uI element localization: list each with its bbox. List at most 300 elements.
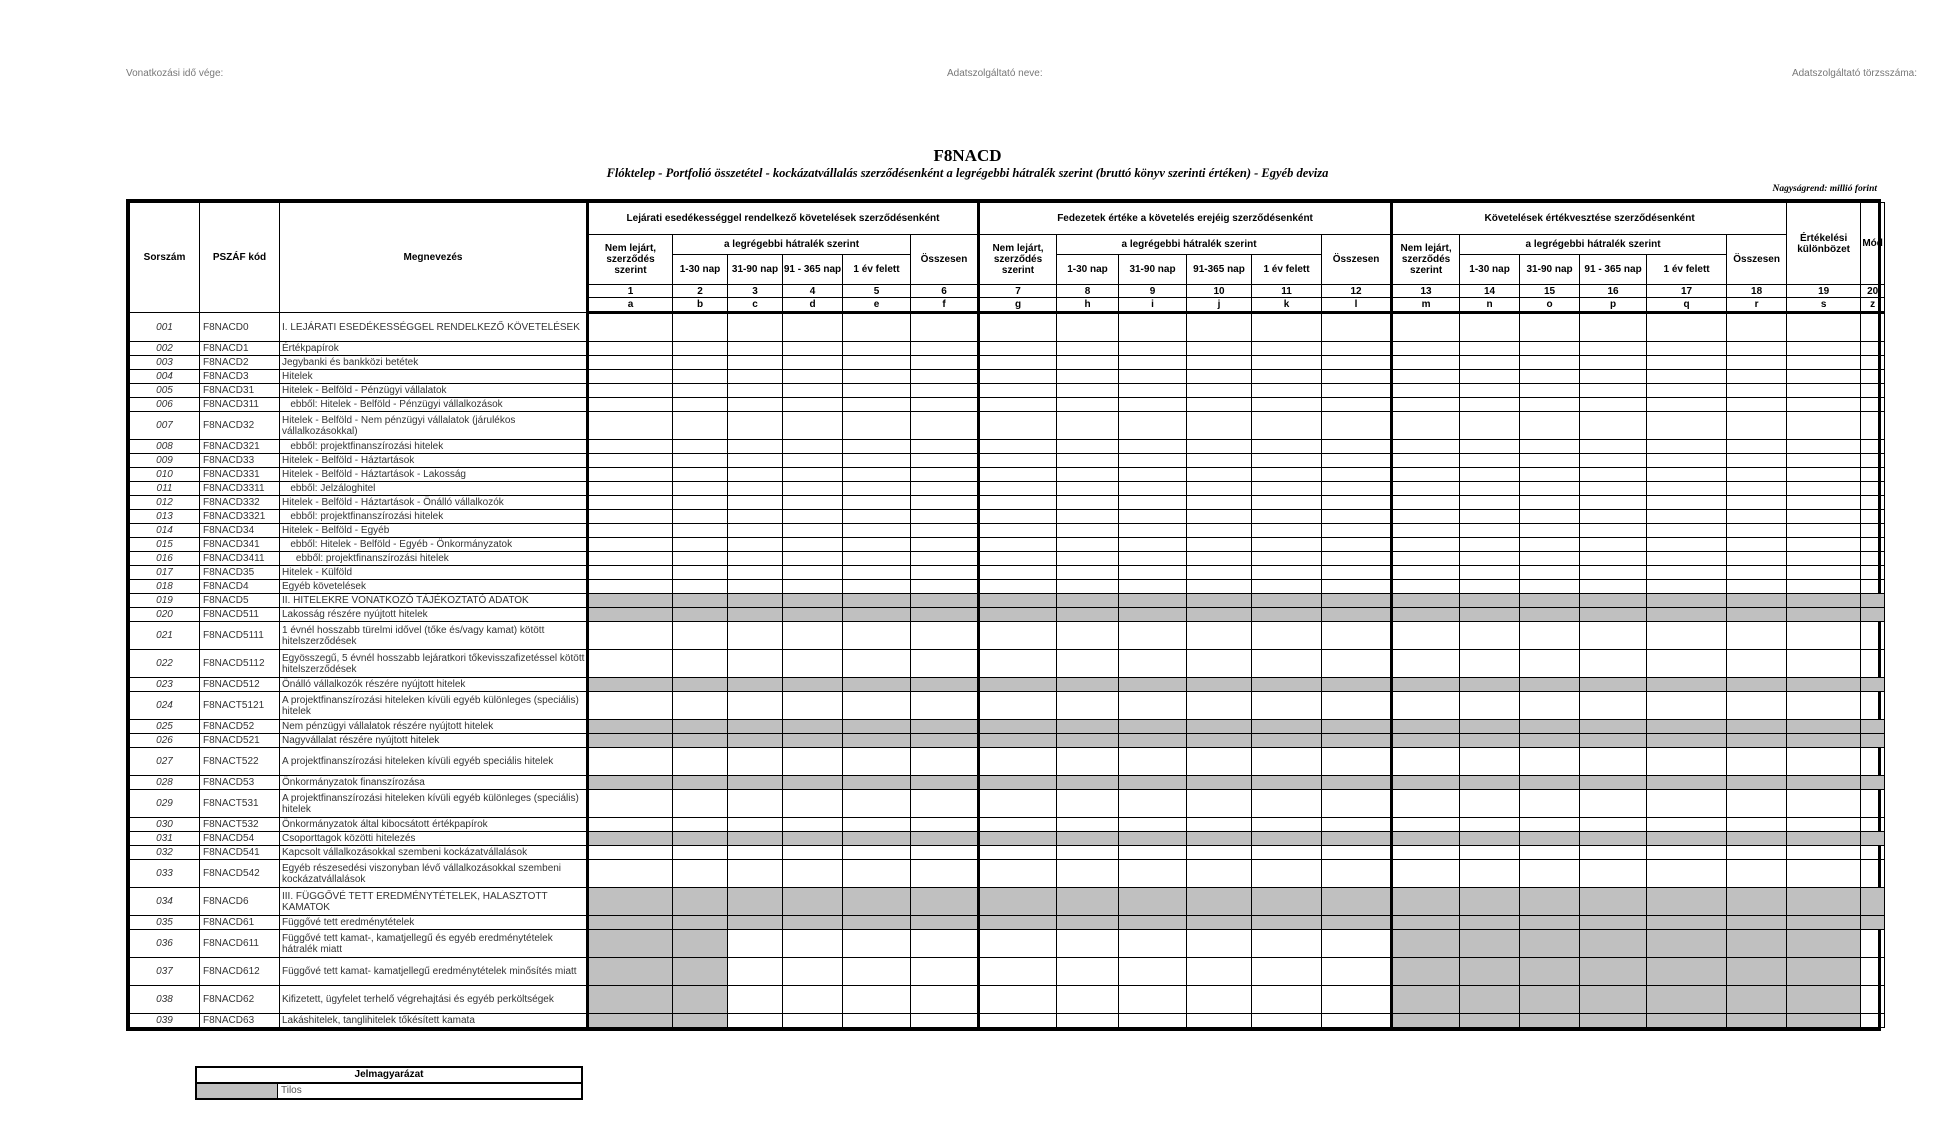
data-cell[interactable] [1252,958,1322,986]
data-cell[interactable] [1861,930,1885,958]
data-cell[interactable] [1187,986,1252,1014]
data-cell[interactable] [1520,454,1580,468]
data-cell[interactable] [843,482,911,496]
data-cell[interactable] [979,398,1057,412]
data-cell[interactable] [673,790,728,818]
data-cell[interactable] [911,468,979,482]
data-cell[interactable] [979,650,1057,678]
data-cell[interactable] [1580,846,1647,860]
data-cell[interactable] [843,860,911,888]
data-cell[interactable] [979,986,1057,1014]
data-cell[interactable] [911,342,979,356]
data-cell[interactable] [911,524,979,538]
data-cell[interactable] [783,398,843,412]
data-cell[interactable] [783,524,843,538]
data-cell[interactable] [1580,510,1647,524]
data-cell[interactable] [1392,468,1460,482]
data-cell[interactable] [1520,818,1580,832]
data-cell[interactable] [728,384,783,398]
data-cell[interactable] [1057,650,1119,678]
data-cell[interactable] [1392,313,1460,342]
data-cell[interactable] [673,356,728,370]
data-cell[interactable] [588,440,673,454]
data-cell[interactable] [1460,370,1520,384]
data-cell[interactable] [1727,468,1787,482]
data-cell[interactable] [1787,622,1861,650]
data-cell[interactable] [843,496,911,510]
data-cell[interactable] [1520,496,1580,510]
data-cell[interactable] [1057,384,1119,398]
data-cell[interactable] [843,818,911,832]
data-cell[interactable] [979,412,1057,440]
data-cell[interactable] [1119,454,1187,468]
data-cell[interactable] [911,510,979,524]
data-cell[interactable] [1252,986,1322,1014]
data-cell[interactable] [1580,454,1647,468]
data-cell[interactable] [911,958,979,986]
data-cell[interactable] [1460,552,1520,566]
data-cell[interactable] [1727,818,1787,832]
data-cell[interactable] [1057,468,1119,482]
data-cell[interactable] [1057,552,1119,566]
data-cell[interactable] [1647,650,1727,678]
data-cell[interactable] [1187,552,1252,566]
data-cell[interactable] [1057,692,1119,720]
data-cell[interactable] [1460,440,1520,454]
data-cell[interactable] [1647,384,1727,398]
data-cell[interactable] [783,440,843,454]
data-cell[interactable] [1787,440,1861,454]
data-cell[interactable] [1580,370,1647,384]
data-cell[interactable] [1119,930,1187,958]
data-cell[interactable] [1057,860,1119,888]
data-cell[interactable] [1787,552,1861,566]
data-cell[interactable] [1580,552,1647,566]
data-cell[interactable] [1861,622,1885,650]
data-cell[interactable] [1322,552,1392,566]
data-cell[interactable] [1187,748,1252,776]
data-cell[interactable] [728,313,783,342]
data-cell[interactable] [1727,412,1787,440]
data-cell[interactable] [1119,496,1187,510]
data-cell[interactable] [1460,412,1520,440]
data-cell[interactable] [1580,468,1647,482]
data-cell[interactable] [979,496,1057,510]
data-cell[interactable] [979,1014,1057,1028]
data-cell[interactable] [1727,398,1787,412]
data-cell[interactable] [1119,342,1187,356]
data-cell[interactable] [1580,398,1647,412]
data-cell[interactable] [1787,524,1861,538]
data-cell[interactable] [1392,566,1460,580]
data-cell[interactable] [783,930,843,958]
data-cell[interactable] [728,986,783,1014]
data-cell[interactable] [1727,384,1787,398]
data-cell[interactable] [588,384,673,398]
data-cell[interactable] [1861,650,1885,678]
data-cell[interactable] [1392,846,1460,860]
data-cell[interactable] [588,342,673,356]
data-cell[interactable] [1787,370,1861,384]
data-cell[interactable] [1119,818,1187,832]
data-cell[interactable] [1580,496,1647,510]
data-cell[interactable] [1727,524,1787,538]
data-cell[interactable] [1460,482,1520,496]
data-cell[interactable] [1460,538,1520,552]
data-cell[interactable] [1187,454,1252,468]
data-cell[interactable] [979,370,1057,384]
data-cell[interactable] [728,538,783,552]
data-cell[interactable] [1187,440,1252,454]
data-cell[interactable] [1392,398,1460,412]
data-cell[interactable] [673,846,728,860]
data-cell[interactable] [673,622,728,650]
data-cell[interactable] [1787,482,1861,496]
data-cell[interactable] [1392,510,1460,524]
data-cell[interactable] [1252,496,1322,510]
data-cell[interactable] [728,412,783,440]
data-cell[interactable] [1119,384,1187,398]
data-cell[interactable] [843,986,911,1014]
data-cell[interactable] [1322,370,1392,384]
data-cell[interactable] [1460,650,1520,678]
data-cell[interactable] [1119,398,1187,412]
data-cell[interactable] [1520,538,1580,552]
data-cell[interactable] [673,748,728,776]
data-cell[interactable] [843,370,911,384]
data-cell[interactable] [673,384,728,398]
data-cell[interactable] [1187,370,1252,384]
data-cell[interactable] [979,552,1057,566]
data-cell[interactable] [783,1014,843,1028]
data-cell[interactable] [1057,790,1119,818]
data-cell[interactable] [979,748,1057,776]
data-cell[interactable] [1861,958,1885,986]
data-cell[interactable] [911,370,979,384]
data-cell[interactable] [1460,790,1520,818]
data-cell[interactable] [1861,986,1885,1014]
data-cell[interactable] [911,846,979,860]
data-cell[interactable] [1460,566,1520,580]
data-cell[interactable] [1580,342,1647,356]
data-cell[interactable] [673,692,728,720]
data-cell[interactable] [588,356,673,370]
data-cell[interactable] [1187,860,1252,888]
data-cell[interactable] [1580,524,1647,538]
data-cell[interactable] [1787,790,1861,818]
data-cell[interactable] [1119,650,1187,678]
data-cell[interactable] [783,342,843,356]
data-cell[interactable] [1580,692,1647,720]
data-cell[interactable] [1787,510,1861,524]
data-cell[interactable] [673,580,728,594]
data-cell[interactable] [1861,538,1885,552]
data-cell[interactable] [911,384,979,398]
data-cell[interactable] [783,454,843,468]
data-cell[interactable] [1057,440,1119,454]
data-cell[interactable] [1647,860,1727,888]
data-cell[interactable] [911,552,979,566]
data-cell[interactable] [1861,398,1885,412]
data-cell[interactable] [673,412,728,440]
data-cell[interactable] [673,398,728,412]
data-cell[interactable] [1727,510,1787,524]
data-cell[interactable] [1520,566,1580,580]
data-cell[interactable] [588,538,673,552]
data-cell[interactable] [1787,313,1861,342]
data-cell[interactable] [1322,566,1392,580]
data-cell[interactable] [1187,524,1252,538]
data-cell[interactable] [911,356,979,370]
data-cell[interactable] [588,482,673,496]
data-cell[interactable] [1322,440,1392,454]
data-cell[interactable] [1520,468,1580,482]
data-cell[interactable] [1787,538,1861,552]
data-cell[interactable] [1647,566,1727,580]
data-cell[interactable] [1057,986,1119,1014]
data-cell[interactable] [1119,356,1187,370]
data-cell[interactable] [588,454,673,468]
data-cell[interactable] [1787,398,1861,412]
data-cell[interactable] [979,510,1057,524]
data-cell[interactable] [783,818,843,832]
data-cell[interactable] [911,566,979,580]
data-cell[interactable] [1119,412,1187,440]
data-cell[interactable] [1057,412,1119,440]
data-cell[interactable] [1252,650,1322,678]
data-cell[interactable] [588,524,673,538]
data-cell[interactable] [1392,356,1460,370]
data-cell[interactable] [1252,930,1322,958]
data-cell[interactable] [1187,580,1252,594]
data-cell[interactable] [1861,790,1885,818]
data-cell[interactable] [1727,313,1787,342]
data-cell[interactable] [1580,440,1647,454]
data-cell[interactable] [728,482,783,496]
data-cell[interactable] [588,468,673,482]
data-cell[interactable] [911,860,979,888]
data-cell[interactable] [1119,510,1187,524]
data-cell[interactable] [1187,538,1252,552]
data-cell[interactable] [1187,1014,1252,1028]
data-cell[interactable] [843,650,911,678]
data-cell[interactable] [843,958,911,986]
data-cell[interactable] [1520,580,1580,594]
data-cell[interactable] [1252,1014,1322,1028]
data-cell[interactable] [783,860,843,888]
data-cell[interactable] [1727,538,1787,552]
data-cell[interactable] [1520,622,1580,650]
data-cell[interactable] [588,510,673,524]
data-cell[interactable] [1252,384,1322,398]
data-cell[interactable] [843,440,911,454]
data-cell[interactable] [1787,860,1861,888]
data-cell[interactable] [911,748,979,776]
data-cell[interactable] [1861,524,1885,538]
data-cell[interactable] [843,313,911,342]
data-cell[interactable] [1119,566,1187,580]
data-cell[interactable] [783,468,843,482]
data-cell[interactable] [1252,510,1322,524]
data-cell[interactable] [1119,482,1187,496]
data-cell[interactable] [1647,398,1727,412]
data-cell[interactable] [1520,356,1580,370]
data-cell[interactable] [1252,790,1322,818]
data-cell[interactable] [588,412,673,440]
data-cell[interactable] [911,412,979,440]
data-cell[interactable] [1322,384,1392,398]
data-cell[interactable] [843,510,911,524]
data-cell[interactable] [673,342,728,356]
data-cell[interactable] [1520,650,1580,678]
data-cell[interactable] [588,860,673,888]
data-cell[interactable] [1392,860,1460,888]
data-cell[interactable] [1861,412,1885,440]
data-cell[interactable] [1392,454,1460,468]
data-cell[interactable] [1392,622,1460,650]
data-cell[interactable] [1057,370,1119,384]
data-cell[interactable] [1187,566,1252,580]
data-cell[interactable] [783,384,843,398]
data-cell[interactable] [1787,580,1861,594]
data-cell[interactable] [1460,860,1520,888]
data-cell[interactable] [783,790,843,818]
data-cell[interactable] [1187,482,1252,496]
data-cell[interactable] [1392,342,1460,356]
data-cell[interactable] [1187,313,1252,342]
data-cell[interactable] [1119,846,1187,860]
data-cell[interactable] [843,748,911,776]
data-cell[interactable] [1647,552,1727,566]
data-cell[interactable] [1787,342,1861,356]
data-cell[interactable] [588,790,673,818]
data-cell[interactable] [1727,748,1787,776]
data-cell[interactable] [1252,468,1322,482]
data-cell[interactable] [1119,860,1187,888]
data-cell[interactable] [1252,524,1322,538]
data-cell[interactable] [911,650,979,678]
data-cell[interactable] [1460,313,1520,342]
data-cell[interactable] [1460,692,1520,720]
data-cell[interactable] [911,1014,979,1028]
data-cell[interactable] [1520,790,1580,818]
data-cell[interactable] [1727,370,1787,384]
data-cell[interactable] [1322,622,1392,650]
data-cell[interactable] [1322,524,1392,538]
data-cell[interactable] [1322,342,1392,356]
data-cell[interactable] [1392,748,1460,776]
data-cell[interactable] [911,482,979,496]
data-cell[interactable] [979,790,1057,818]
data-cell[interactable] [1727,482,1787,496]
data-cell[interactable] [1520,552,1580,566]
data-cell[interactable] [1580,790,1647,818]
data-cell[interactable] [1520,524,1580,538]
data-cell[interactable] [1861,468,1885,482]
data-cell[interactable] [1187,846,1252,860]
data-cell[interactable] [1727,566,1787,580]
data-cell[interactable] [979,860,1057,888]
data-cell[interactable] [911,986,979,1014]
data-cell[interactable] [728,566,783,580]
data-cell[interactable] [1119,440,1187,454]
data-cell[interactable] [1322,510,1392,524]
data-cell[interactable] [783,412,843,440]
data-cell[interactable] [979,538,1057,552]
data-cell[interactable] [1057,496,1119,510]
data-cell[interactable] [783,356,843,370]
data-cell[interactable] [1252,398,1322,412]
data-cell[interactable] [1520,370,1580,384]
data-cell[interactable] [1322,958,1392,986]
data-cell[interactable] [1057,566,1119,580]
data-cell[interactable] [1057,1014,1119,1028]
data-cell[interactable] [843,930,911,958]
data-cell[interactable] [1861,748,1885,776]
data-cell[interactable] [673,496,728,510]
data-cell[interactable] [1520,748,1580,776]
data-cell[interactable] [1322,313,1392,342]
data-cell[interactable] [1392,524,1460,538]
data-cell[interactable] [673,650,728,678]
data-cell[interactable] [979,692,1057,720]
data-cell[interactable] [1520,482,1580,496]
data-cell[interactable] [1647,622,1727,650]
data-cell[interactable] [1861,370,1885,384]
data-cell[interactable] [1119,622,1187,650]
data-cell[interactable] [1460,468,1520,482]
data-cell[interactable] [588,580,673,594]
data-cell[interactable] [728,958,783,986]
data-cell[interactable] [1647,356,1727,370]
data-cell[interactable] [1252,748,1322,776]
data-cell[interactable] [1392,650,1460,678]
data-cell[interactable] [979,384,1057,398]
data-cell[interactable] [1187,496,1252,510]
data-cell[interactable] [783,748,843,776]
data-cell[interactable] [1187,398,1252,412]
data-cell[interactable] [728,440,783,454]
data-cell[interactable] [843,398,911,412]
data-cell[interactable] [1057,524,1119,538]
data-cell[interactable] [1787,468,1861,482]
data-cell[interactable] [1727,650,1787,678]
data-cell[interactable] [1322,356,1392,370]
data-cell[interactable] [1647,818,1727,832]
data-cell[interactable] [1727,440,1787,454]
data-cell[interactable] [1119,580,1187,594]
data-cell[interactable] [1252,692,1322,720]
data-cell[interactable] [1460,454,1520,468]
data-cell[interactable] [588,566,673,580]
data-cell[interactable] [1787,496,1861,510]
data-cell[interactable] [979,958,1057,986]
data-cell[interactable] [1252,580,1322,594]
data-cell[interactable] [783,622,843,650]
data-cell[interactable] [843,342,911,356]
data-cell[interactable] [1322,496,1392,510]
data-cell[interactable] [843,524,911,538]
data-cell[interactable] [1187,510,1252,524]
data-cell[interactable] [1647,790,1727,818]
data-cell[interactable] [1647,580,1727,594]
data-cell[interactable] [979,930,1057,958]
data-cell[interactable] [1787,692,1861,720]
data-cell[interactable] [1392,496,1460,510]
data-cell[interactable] [1861,440,1885,454]
data-cell[interactable] [911,622,979,650]
data-cell[interactable] [1647,342,1727,356]
